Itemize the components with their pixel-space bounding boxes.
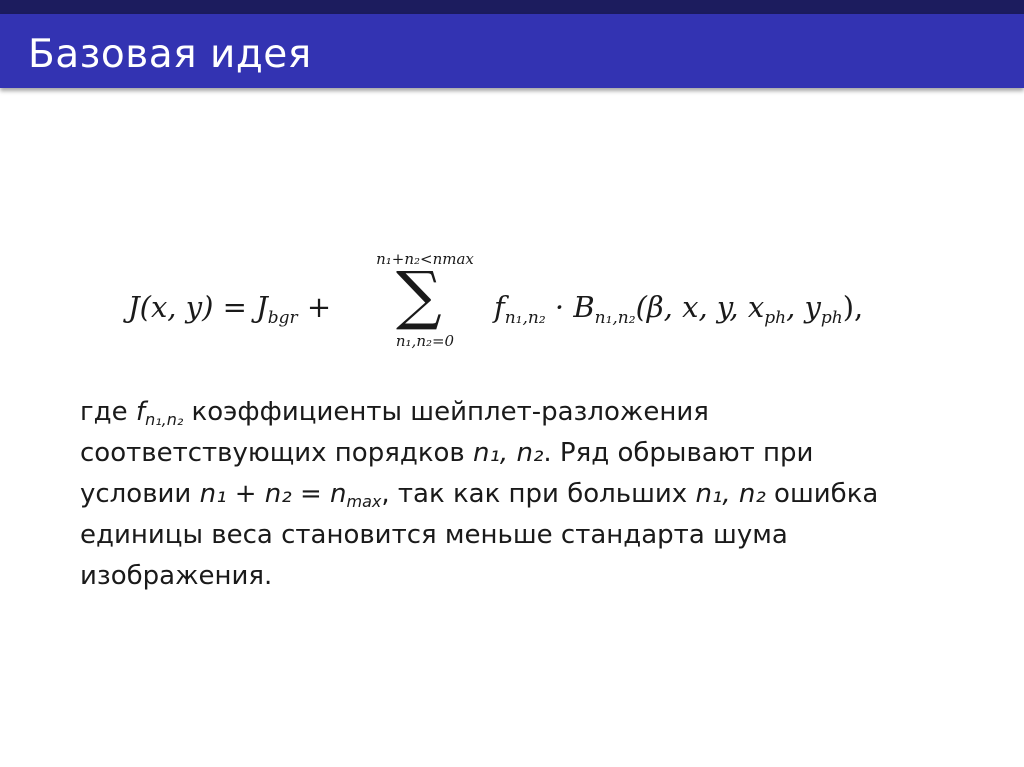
math-condition: n₁ + n₂ = n — [199, 479, 347, 509]
math-n1-n2: n₁, n₂ — [473, 438, 544, 468]
paragraph-line-2 — [80, 433, 960, 474]
formula-f-symbol: f — [494, 290, 505, 324]
sum-sign: ∑ — [396, 259, 442, 333]
text-segment: соответствующих порядков — [80, 438, 474, 468]
formula-xph-subscript: ph — [764, 308, 787, 328]
top-strip — [0, 0, 1024, 14]
math-f-subscript: n₁,n₂ — [145, 410, 184, 429]
math-max-subscript: max — [346, 492, 382, 511]
text-segment: где — [80, 397, 136, 427]
formula-f-subscript: n₁,n₂ — [504, 308, 546, 328]
text-segment: коэффициенты шейплет-разложения — [183, 397, 709, 427]
text-segment: , так как при больших — [381, 479, 696, 509]
formula-left-text: J(x, y) = J — [128, 290, 268, 324]
formula-bgr-subscript: bgr — [267, 308, 298, 328]
main-formula — [128, 250, 908, 360]
paragraph-line-4: единицы веса становится меньше стандарта шума — [80, 520, 788, 550]
sum-upper-limit: n₁+n₂<nmax — [376, 250, 474, 268]
math-f: f — [135, 397, 146, 427]
slide-header — [0, 14, 1024, 88]
paragraph-line-3 — [80, 474, 960, 515]
formula-b-symbol: · B — [545, 290, 595, 324]
text-segment: . Ряд обрывают при — [543, 438, 814, 468]
sum-lower-limit: n₁,n₂=0 — [395, 332, 455, 350]
summation — [360, 250, 490, 360]
paragraph-line-5: изображения. — [80, 561, 273, 591]
text-segment: условии — [80, 479, 200, 509]
slide-title: Базовая идея — [28, 32, 312, 77]
paragraph-line-1 — [80, 392, 960, 433]
formula-right-side — [494, 290, 864, 328]
math-n1-n2: n₁, n₂ — [695, 479, 766, 509]
formula-close: ), — [842, 290, 864, 324]
explanation-paragraph — [80, 392, 960, 597]
formula-y-symbol: , y — [786, 290, 821, 324]
formula-plus: + — [297, 290, 332, 324]
formula-args: (β, x, y, x — [635, 290, 765, 324]
text-segment: ошибка — [765, 479, 879, 509]
formula-yph-subscript: ph — [820, 308, 843, 328]
formula-left-side — [128, 290, 332, 328]
formula-b-subscript: n₁,n₂ — [594, 308, 636, 328]
